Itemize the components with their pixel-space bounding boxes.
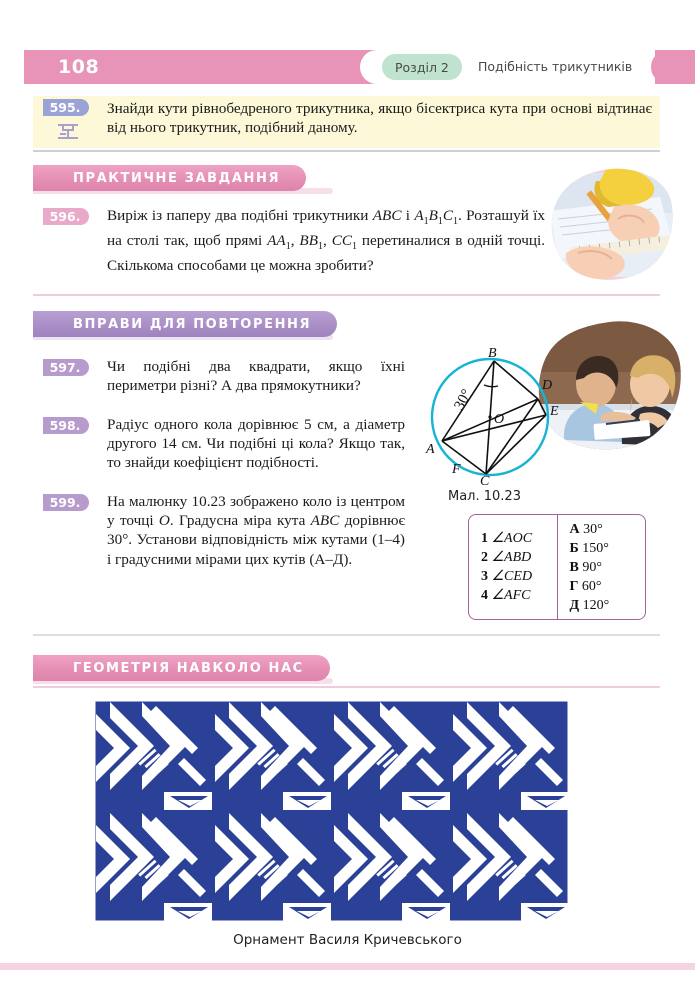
task-596-text: Виріж із паперу два подібні трикутники ABC і $A_1B_1C_1$. Розташуй їх на столі так, щоб прямі $AA_1$, $BB_1$, $CC_1$ перетиналися в одній точці. Скількома способами це можна зробити? xyxy=(107,207,546,275)
divider-under-section-around xyxy=(33,686,660,688)
ornament-image xyxy=(94,700,569,922)
task-number-598: 598. xyxy=(43,417,89,434)
page-number: 108 xyxy=(58,56,100,78)
header-left-cap xyxy=(0,50,24,84)
section-heading-around-us-label: ГЕОМЕТРІЯ НАВКОЛО НАС xyxy=(73,660,304,676)
ornament-caption: Орнамент Василя Кричевського xyxy=(233,932,462,948)
answer-row-4: 4 ∠AFC xyxy=(481,588,531,603)
chapter-label: Розділ 2 xyxy=(395,59,449,75)
answer-table-left-column xyxy=(469,515,558,619)
figure-label-C: C xyxy=(480,474,490,485)
answer-option-a: А 30° xyxy=(569,521,603,537)
divider-after-596 xyxy=(33,294,660,296)
header-right-cap xyxy=(651,50,695,84)
answer-option-h: Г 60° xyxy=(569,578,602,594)
section-heading-review-label: ВПРАВИ ДЛЯ ПОВТОРЕННЯ xyxy=(73,316,312,332)
answer-row-1: 1 ∠AOC xyxy=(481,531,533,546)
answer-option-b: Б 150° xyxy=(569,540,609,556)
section-heading-review xyxy=(33,311,337,337)
figure-label-A: A xyxy=(426,442,435,457)
divider-before-ornament xyxy=(33,634,660,636)
figure-angle-label: 30° xyxy=(451,386,476,413)
task-595-text: Знайди кути рівнобедреного трикутника, якщо бісектриса кута при основі відтинає від нього трикутник, подібний даному. xyxy=(107,100,652,137)
medal-icon xyxy=(55,120,81,142)
figure-label-D: D xyxy=(542,378,553,393)
figure-caption: Мал. 10.23 xyxy=(448,489,521,504)
answer-option-v: В 90° xyxy=(569,559,602,575)
figure-circle-diagram xyxy=(420,345,565,485)
chapter-pill xyxy=(382,54,462,80)
task-597-text: Чи подібні два квадрати, якщо їхні периметри різні? А два прямокутники? xyxy=(107,358,405,395)
task-598-text: Радіус одного кола дорівнює 5 см, а діаметр другого 14 см. Чи подібні ці кола? Якщо так, то знайди коефіцієнт подібності. xyxy=(107,416,405,472)
figure-label-F: F xyxy=(452,462,461,477)
figure-label-O: O xyxy=(494,412,505,427)
figure-label-E: E xyxy=(550,404,559,419)
photo-hands-drawing xyxy=(548,167,676,285)
answer-row-3: 3 ∠CED xyxy=(481,569,533,584)
task-595-underline xyxy=(33,150,660,152)
section-heading-practical-label: ПРАКТИЧНЕ ЗАВДАННЯ xyxy=(73,170,281,186)
task-599-text: На малюнку 10.23 зображено коло із центром у точці O. Градусна міра кута ABC дорівнює 30°. Установи відповідність між кутами (1–4) і градусними мірами цих кутів (А–Д). xyxy=(107,493,405,568)
section-heading-practical xyxy=(33,165,306,191)
figure-label-B: B xyxy=(488,346,497,361)
answer-option-d: Д 120° xyxy=(569,597,610,613)
answer-matching-table xyxy=(468,514,646,620)
task-number-599: 599. xyxy=(43,494,89,511)
task-number-595: 595. xyxy=(43,99,89,116)
task-number-597: 597. xyxy=(43,359,89,376)
chapter-title: Подібність трикутників xyxy=(478,59,633,74)
answer-row-2: 2 ∠ABD xyxy=(481,550,532,565)
section-heading-around-us xyxy=(33,655,330,681)
answer-table-right-column xyxy=(558,515,646,619)
task-number-596: 596. xyxy=(43,208,89,225)
bottom-pink-strip xyxy=(0,963,695,970)
